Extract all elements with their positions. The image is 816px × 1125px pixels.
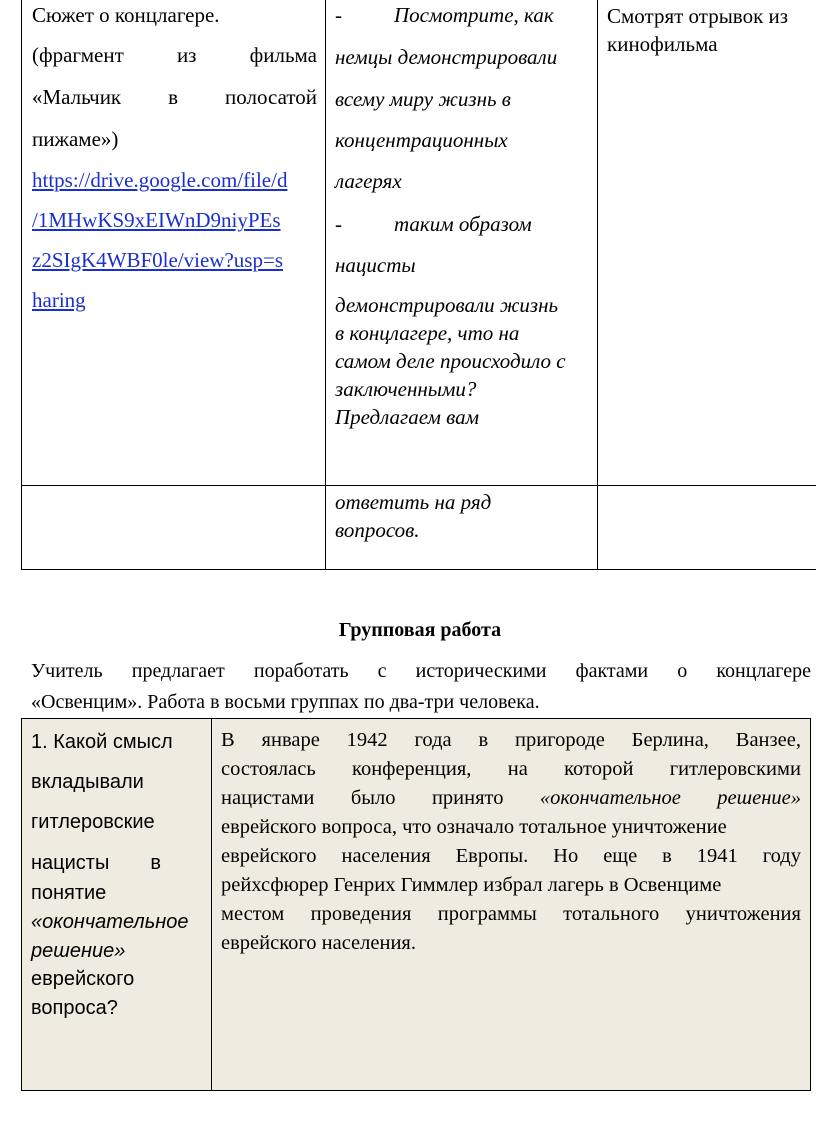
answer-line: еврейского населения. [221,932,416,954]
answer-line: состоялась конференция, на которой гитлеровскими [221,758,801,780]
question-line: еврейского [31,968,135,990]
intro-paragraph-line-1: Учитель предлагает поработать с историческими фактами о концлагере [31,660,811,682]
answer-line: еврейского вопроса, что означало тотальное уничтожение [221,816,727,838]
question-line: нацисты в [31,852,161,874]
question-line: вопроса? [31,997,118,1019]
instruction-line: лагерях [335,169,402,193]
instruction-line: самом деле происходило с [335,349,566,373]
answer-line: рейхсфюрер Генрих Гиммлер избрал лагерь в Освенциме [221,874,722,896]
film-link[interactable]: https://drive.google.com/file/d /1MHwKS9xEIWnD9niyPEs z2SIgK4WBF0le/view?usp=s haring [32,168,288,312]
question-term: «окончательное [31,911,189,933]
question-term: решение» [31,940,126,962]
instruction-line: нацисты [335,253,416,277]
instruction-line: немцы демонстрировали [335,45,558,69]
instruction-line: Посмотрите, как [394,3,554,27]
question-line: гитлеровские [31,811,155,833]
film-title-end: пижаме») [32,127,119,151]
instruction-line: в концлагере, что на [335,321,520,345]
question-line: 1. Какой смысл [31,731,173,753]
answer-line: местом проведения программы тотального уничтожения [221,903,801,925]
answer-line: В январе 1942 года в пригороде Берлина, Ванзее, [221,729,801,751]
film-title-line: «Мальчик в полосатой [32,85,317,109]
question-line: вкладывали [31,771,144,793]
instruction-line: демонстрировали жизнь [335,293,559,317]
instruction-line: концентрационных [335,128,508,152]
dash-1: - [335,3,342,27]
instruction-line: заключенными? [335,377,477,401]
dash-2: - [335,212,342,236]
instruction-line: вопросов. [335,518,420,542]
section-heading: Групповая работа [338,619,502,641]
answer-line: еврейского населения Европы. Но еще в 1941 году [221,845,801,867]
instruction-line: ответить на ряд [335,490,492,514]
question-line: понятие [31,882,107,904]
instruction-line: Предлагаем вам [335,405,480,429]
student-activity: кинофильма [607,32,718,56]
film-fragment-line: (фрагмент из фильма [32,43,317,67]
intro-paragraph-line-2: «Освенцим». Работа в восьми группах по два-три человека. [31,691,540,713]
instruction-line: всему миру жизнь в [335,87,511,111]
plot-title: Сюжет о концлагере. [32,3,220,27]
answer-line: нацистами было принято «окончательное решение» [221,787,801,809]
instruction-line: таким образом [394,212,532,236]
student-activity: Смотрят отрывок из [607,4,789,28]
